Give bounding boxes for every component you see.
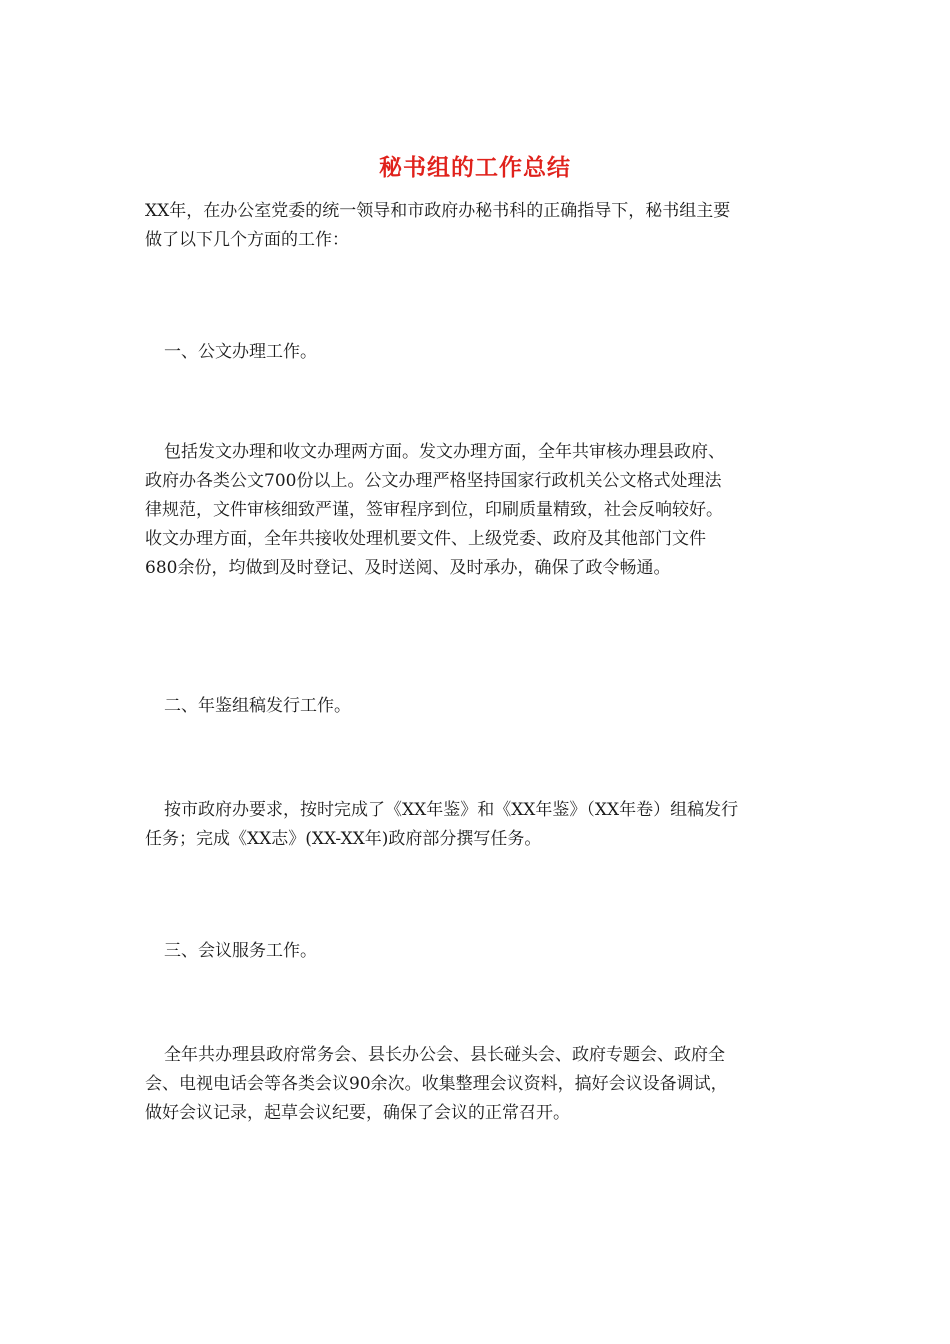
section-heading-1: 一、公文办理工作。 (164, 342, 317, 362)
body-line: 会、电视电话会等各类会议90余次。收集整理会议资料，搞好会议设备调试， (145, 1074, 728, 1094)
document-title: 秘书组的工作总结 (379, 154, 571, 181)
section-heading-3: 三、会议服务工作。 (164, 941, 317, 961)
section-body-3 (145, 1041, 813, 1128)
body-line: 政府办各类公文700份以上。公文办理严格坚持国家行政机关公文格式处理法 (145, 471, 722, 491)
intro-line: XX年，在办公室党委的统一领导和市政府办秘书科的正确指导下，秘书组主要 (145, 201, 731, 221)
section-body-2 (145, 796, 813, 854)
body-line: 680余份，均做到及时登记、及时送阅、及时承办，确保了政令畅通。 (145, 558, 671, 578)
section-heading-2: 二、年鉴组稿发行工作。 (164, 696, 351, 716)
body-line: 收文办理方面，全年共接收处理机要文件、上级党委、政府及其他部门文件 (145, 529, 706, 549)
intro-line: 做了以下几个方面的工作： (145, 230, 349, 250)
body-line: 按市政府办要求，按时完成了《XX年鉴》和《XX年鉴》（XX年卷）组稿发行 (164, 800, 739, 820)
body-line: 全年共办理县政府常务会、县长办公会、县长碰头会、政府专题会、政府全 (164, 1045, 725, 1065)
body-line: 律规范，文件审核细致严谨，签审程序到位，印刷质量精致，社会反响较好。 (145, 500, 723, 520)
body-line: 任务；完成《XX志》(XX-XX年)政府部分撰写任务。 (145, 829, 542, 849)
body-line: 包括发文办理和收文办理两方面。发文办理方面，全年共审核办理县政府、 (164, 442, 725, 462)
intro-paragraph (145, 197, 813, 255)
section-body-1 (145, 438, 813, 583)
body-line: 做好会议记录，起草会议纪要，确保了会议的正常召开。 (145, 1103, 570, 1123)
